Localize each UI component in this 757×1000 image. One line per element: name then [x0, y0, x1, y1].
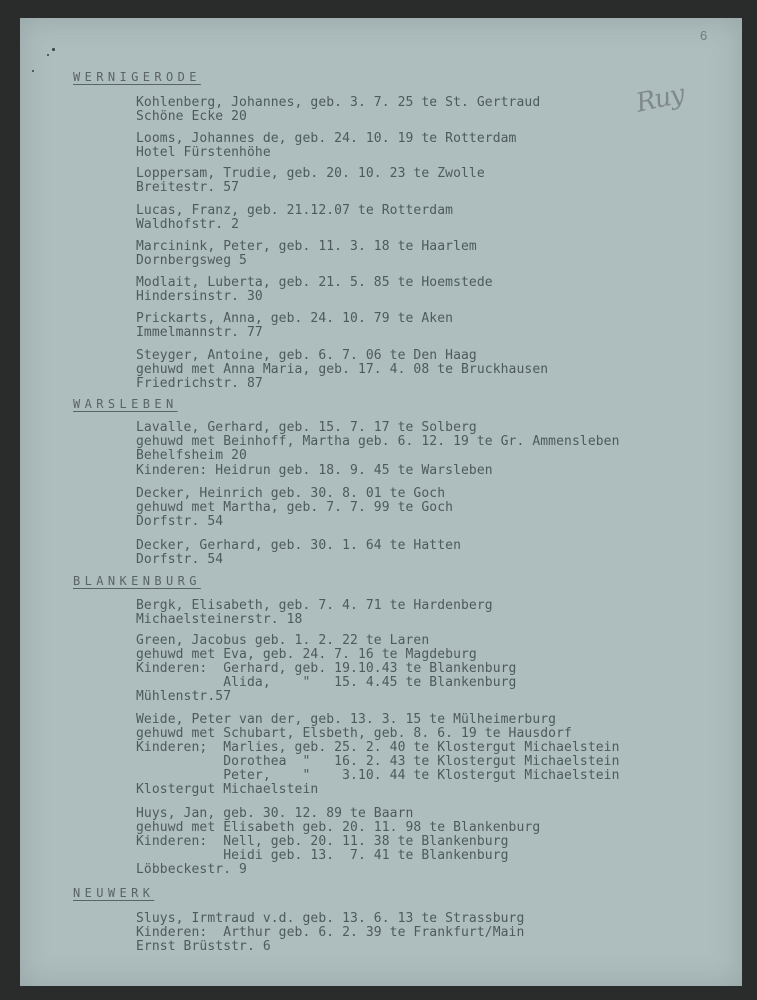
entry-line: Klostergut Michaelstein	[136, 782, 319, 797]
entry-line: Dornbergsweg 5	[136, 253, 247, 268]
entry-line: Kinderen: Nell, geb. 20. 11. 38 te Blankenburg	[136, 834, 509, 849]
entry-line: Breitestr. 57	[136, 180, 240, 195]
entry-line: Dorfstr. 54	[136, 552, 224, 567]
entry-line: Immelmannstr. 77	[136, 325, 263, 340]
ink-spot	[47, 54, 49, 56]
entry-line: Peter, " 3.10. 44 te Klostergut Michaelstein	[136, 768, 620, 783]
entry-line: gehuwd met Beinhoff, Martha geb. 6. 12. 19 te Gr. Ammensleben	[136, 434, 620, 449]
entry-line: Decker, Gerhard, geb. 30. 1. 64 te Hatten	[136, 538, 461, 553]
entry-line: Mühlenstr.57	[136, 689, 232, 704]
entry-line: Dorothea " 16. 2. 43 te Klostergut Michaelstein	[136, 754, 620, 769]
entry-line: Weide, Peter van der, geb. 13. 3. 15 te Mülheimerburg	[136, 712, 557, 727]
entry-line: gehuwd met Elisabeth geb. 20. 11. 98 te Blankenburg	[136, 820, 541, 835]
ink-spot	[52, 48, 55, 51]
entry-line: Waldhofstr. 2	[136, 217, 240, 232]
entry-line: Green, Jacobus geb. 1. 2. 22 te Laren	[136, 633, 430, 648]
entry-line: Hindersinstr. 30	[136, 289, 263, 304]
entry-line: Friedrichstr. 87	[136, 376, 263, 391]
entry-line: Kinderen; Marlies, geb. 25. 2. 40 te Klostergut Michaelstein	[136, 740, 620, 755]
entry-line: Decker, Heinrich geb. 30. 8. 01 te Goch	[136, 486, 446, 501]
section-heading-warsleben: WARSLEBEN	[73, 397, 178, 411]
entry-line: Prickarts, Anna, geb. 24. 10. 79 te Aken	[136, 311, 454, 326]
entry-line: Hotel Fürstenhöhe	[136, 145, 271, 160]
entry-line: Lucas, Franz, geb. 21.12.07 te Rotterdam	[136, 203, 454, 218]
entry-line: Löbbeckestr. 9	[136, 862, 247, 877]
entry-line: Alida, " 15. 4.45 te Blankenburg	[136, 675, 517, 690]
entry-line: Bergk, Elisabeth, geb. 7. 4. 71 te Hardenberg	[136, 598, 493, 613]
entry-line: gehuwd met Schubart, Elsbeth, geb. 8. 6. 19 te Hausdorf	[136, 726, 572, 741]
entry-line: Steyger, Antoine, geb. 6. 7. 06 te Den Haag	[136, 348, 477, 363]
section-heading-wernigerode: WERNIGERODE	[73, 70, 201, 84]
pencil-annotation: Ruy	[633, 79, 687, 119]
entry-line: Sluys, Irmtraud v.d. geb. 13. 6. 13 te Strassburg	[136, 911, 525, 926]
entry-line: Ernst Brüststr. 6	[136, 939, 271, 954]
entry-line: Michaelsteinerstr. 18	[136, 612, 303, 627]
entry-line: Modlait, Luberta, geb. 21. 5. 85 te Hoemstede	[136, 275, 493, 290]
section-heading-blankenburg: BLANKENBURG	[73, 574, 201, 588]
entry-line: Behelfsheim 20	[136, 448, 247, 463]
entry-line: Looms, Johannes de, geb. 24. 10. 19 te Rotterdam	[136, 131, 517, 146]
entry-line: Kinderen: Gerhard, geb. 19.10.43 te Blankenburg	[136, 661, 517, 676]
entry-line: Kinderen: Heidrun geb. 18. 9. 45 te Warsleben	[136, 463, 493, 478]
section-heading-neuwerk: NEUWERK	[73, 886, 155, 900]
entry-line: Loppersam, Trudie, geb. 20. 10. 23 te Zwolle	[136, 166, 485, 181]
page-number: 6	[700, 28, 708, 43]
entry-line: Marcinink, Peter, geb. 11. 3. 18 te Haarlem	[136, 239, 477, 254]
entry-line: Schöne Ecke 20	[136, 109, 247, 124]
entry-line: gehuwd met Eva, geb. 24. 7. 16 te Magdeburg	[136, 647, 477, 662]
entry-line: Kinderen: Arthur geb. 6. 2. 39 te Frankfurt/Main	[136, 925, 525, 940]
entry-line: Heidi geb. 13. 7. 41 te Blankenburg	[136, 848, 509, 863]
entry-line: gehuwd met Anna Maria, geb. 17. 4. 08 te Bruckhausen	[136, 362, 549, 377]
entry-line: Lavalle, Gerhard, geb. 15. 7. 17 te Solberg	[136, 420, 477, 435]
ink-spot	[32, 70, 34, 72]
entry-line: Huys, Jan, geb. 30. 12. 89 te Baarn	[136, 806, 414, 821]
entry-line: Dorfstr. 54	[136, 514, 224, 529]
entry-line: Kohlenberg, Johannes, geb. 3. 7. 25 te St. Gertraud	[136, 95, 541, 110]
entry-line: gehuwd met Martha, geb. 7. 7. 99 te Goch	[136, 500, 454, 515]
